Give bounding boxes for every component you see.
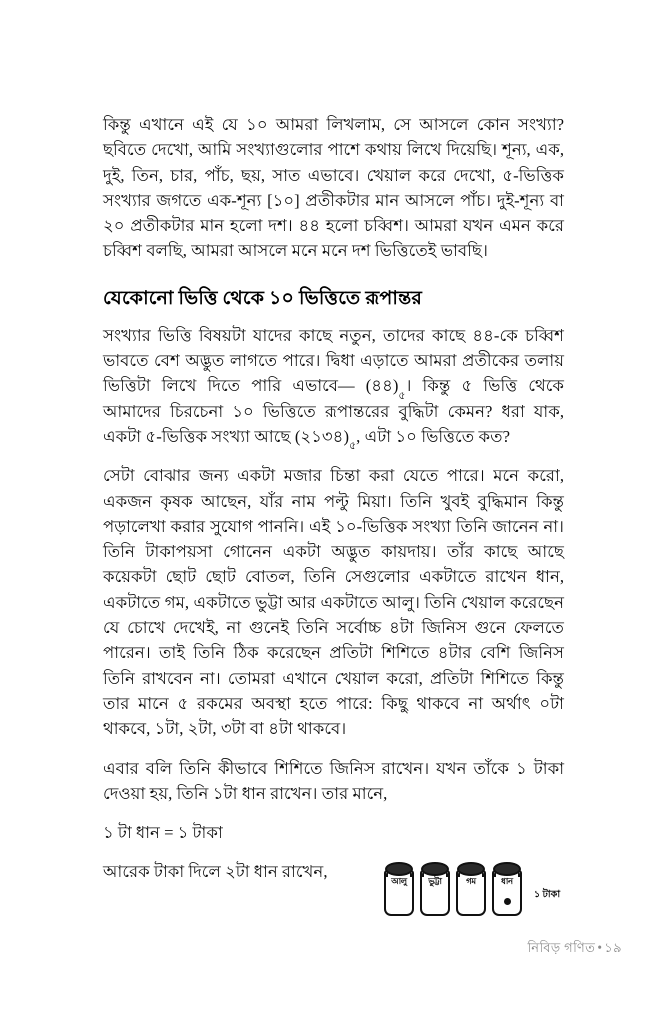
- jar-label-bhutta: ভুট্টা: [428, 877, 442, 886]
- jar-label-gom: গম: [466, 877, 476, 886]
- subscript-base-five-b: ৫: [348, 440, 357, 453]
- jar-dhan: [492, 862, 524, 918]
- paragraph-farmer-story: সেটা বোঝার জন্য একটা মজার চিন্তা করা যেতে পারে। মনে করো, একজন কৃষক আছেন, যাঁর নাম পল্টু মিয়া। তিনি খুবই বুদ্ধিমান কিন্তু পড়ালেখা করার সুযোগ পাননি। এই ১০-ভিত্তিক সংখ্যা তিনি জানেন না। তিনি টাকাপয়সা গোনেন একটা অদ্ভুত কায়দায়। তাঁর কাছে আছে কয়েকটা ছোট ছোট বোতল, তিনি সেগুলোর একটাতে রাখেন ধান, একটাতে গম, একটাতে ভুট্টা আর একটাতে আলু। তিনি খেয়াল করেছেন যে চোখে দেখেই, না গুনেই তিনি সর্বোচ্চ ৪টা জিনিস গুনে ফেলতে পারেন। তাই তিনি ঠিক করেছেন প্রতিটা শিশিতে ৪টার বেশি জিনিস তিনি রাখবেন না। তোমরা এখানে খেয়াল করো, প্রতিটা শিশিতে কিন্তু তার মানে ৫ রকমের অবস্থা হতে পারে: কিছু থাকবে না অর্থাৎ ০টা থাকবে, ১টা, ২টা, ৩টা বা ৪টা থাকবে।: [103, 466, 564, 739]
- jars-illustration: [384, 862, 562, 924]
- jar-lid-icon: [421, 862, 449, 876]
- grain-dot-icon: [504, 898, 511, 905]
- jar-bhutta: [420, 862, 452, 918]
- footer-book-title: নিবিড় গণিত: [527, 940, 596, 955]
- jar-lid-icon: [493, 862, 521, 876]
- jar-gom: [456, 862, 488, 918]
- footer-separator-dot: •: [597, 940, 603, 955]
- paragraph-base-conversion-text-2: । কিন্তু ৫ ভিত্তি থেকে আমাদের চিরচেনা ১০ ভিত্তিতে রূপান্তরের বুদ্ধিটা কেমন? ধরা যাক, একটা ৫-ভিত্তিক সংখ্যা আছে (২১৩৪): [103, 376, 564, 446]
- paragraph-intro: কিন্তু এখানে এই যে ১০ আমরা লিখলাম, সে আসলে কোন সংখ্যা? ছবিতে দেখো, আমি সংখ্যাগুলোর পাশে কথায় লিখে দিয়েছি। শূন্য, এক, দুই, তিন, চার, পাঁচ, ছয়, সাত এভাবে। খেয়াল করে দেখো, ৫-ভিত্তিক সংখ্যার জগতে এক-শূন্য [১০] প্রতীকটার মান আসলে পাঁচ। দুই-শূন্য বা ২০ প্রতীকটার মান হলো দশ। ৪৪ হলো চব্বিশ। আমরা যখন এমন করে চব্বিশ বলছি, আমরা আসলে মনে মনে দশ ভিত্তিতেই ভাবছি।: [103, 115, 564, 261]
- section-heading: যেকোনো ভিত্তি থেকে ১০ ভিত্তিতে রূপান্তর: [103, 287, 423, 309]
- paragraph-base-conversion-text-3: , এটা ১০ ভিত্তিতে কত?: [356, 426, 510, 446]
- jar-label-dhan: ধান: [501, 877, 513, 886]
- paragraph-two-dhan: আরেক টাকা দিলে ২টা ধান রাখেন,: [103, 862, 328, 882]
- paragraph-base-conversion: [103, 323, 564, 453]
- jar-alu: [384, 862, 416, 918]
- jar-lid-icon: [385, 862, 413, 876]
- jar-lid-icon: [457, 862, 485, 876]
- jars-row: [384, 862, 524, 918]
- paragraph-jar-rule: এবার বলি তিনি কীভাবে শিশিতে জিনিস রাখেন। যখন তাঁকে ১ টাকা দেওয়া হয়, তিনি ১টা ধান রাখেন। তার মানে,: [103, 758, 564, 803]
- subscript-base-five-a: ৫: [398, 389, 406, 402]
- equation-one-dhan-equals-one-taka: ১ টা ধান = ১ টাকা: [103, 823, 223, 843]
- paragraph-base-conversion-text-1: সংখ্যার ভিত্তি বিষয়টা যাদের কাছে নতুন, তাদের কাছে ৪৪-কে চব্বিশ ভাবতে বেশ অদ্ভুত লাগতে পারে। দ্বিধা এড়াতে আমরা প্রতীকের তলায় ভিত্তিটা লিখে দিতে পারি এভাবে— (৪৪): [103, 325, 564, 396]
- page-footer: [0, 938, 622, 960]
- page-content: [103, 112, 564, 885]
- footer-page-number: ১৯: [604, 940, 622, 955]
- jar-label-alu: আলু: [391, 877, 407, 886]
- figure-caption-one-taka: ১ টাকা: [534, 889, 561, 900]
